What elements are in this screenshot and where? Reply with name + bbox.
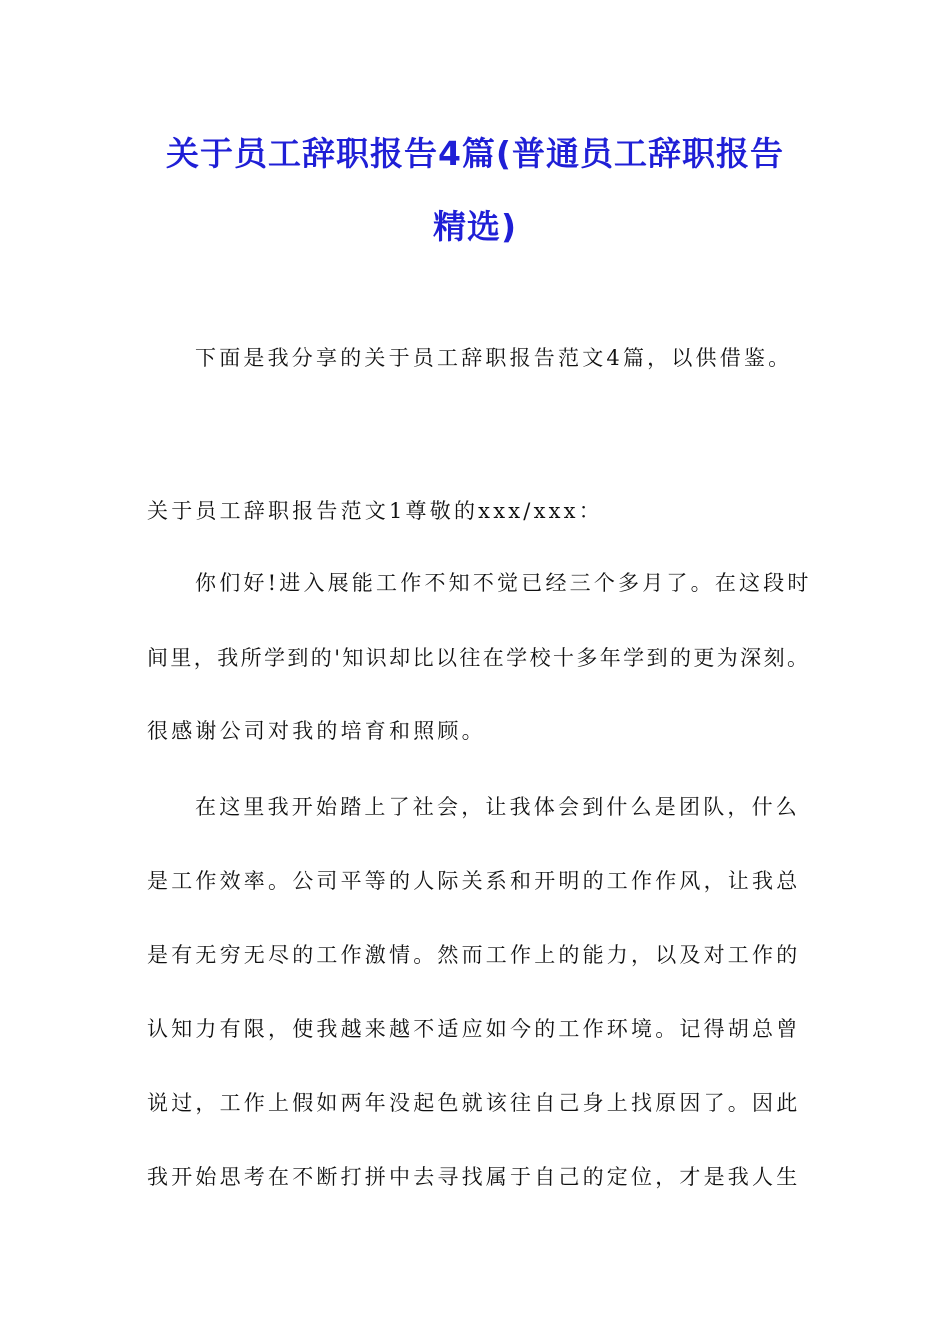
body-line-4: 在这里我开始踏上了社会，让我体会到什么是团队，什么 <box>195 795 800 819</box>
body-line-6: 是有无穷无尽的工作激情。然而工作上的能力，以及对工作的 <box>147 943 801 967</box>
body-line-9: 我开始思考在不断打拼中去寻找属于自己的定位，才是我人生 <box>147 1165 801 1189</box>
section-heading: 关于员工辞职报告范文1尊敬的xxx/xxx： <box>147 499 603 523</box>
body-line-8: 说过，工作上假如两年没起色就该往自己身上找原因了。因此 <box>147 1091 801 1115</box>
body-line-5: 是工作效率。公司平等的人际关系和开明的工作作风，让我总 <box>147 869 801 893</box>
document-title-line-1: 关于员工辞职报告4篇(普通员工辞职报告 <box>165 134 785 173</box>
body-line-1: 你们好!进入展能工作不知不觉已经三个多月了。在这段时 <box>195 571 812 595</box>
body-line-2: 间里，我所学到的'知识却比以往在学校十多年学到的更为深刻。 <box>147 646 811 670</box>
document-title-line-2: 精选) <box>432 207 518 246</box>
intro-paragraph: 下面是我分享的关于员工辞职报告范文4篇，以供借鉴。 <box>195 346 793 370</box>
body-line-3: 很感谢公司对我的培育和照顾。 <box>147 719 486 743</box>
body-line-7: 认知力有限，使我越来越不适应如今的工作环境。记得胡总曾 <box>147 1017 801 1041</box>
